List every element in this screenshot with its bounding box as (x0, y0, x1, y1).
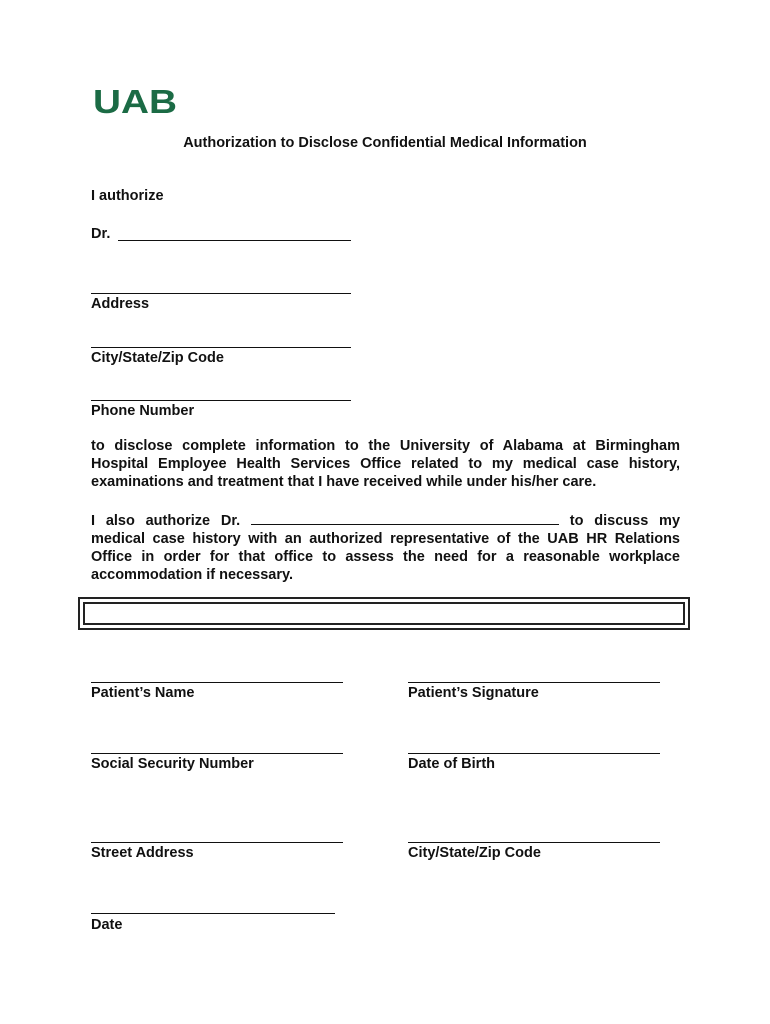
also-authorize-suffix: to discuss my medical case history with an authorized representative of the UAB HR Relations Office in order for that office to assess the need for a reasonable workplace accommodation if necessary. (91, 513, 681, 583)
street-address-label: Street Address (91, 845, 194, 861)
city-line[interactable] (91, 347, 351, 348)
ssn-line[interactable] (91, 753, 343, 754)
patient-signature-label: Patient’s Signature (408, 685, 539, 701)
double-border-box-inner (83, 602, 685, 625)
disclose-paragraph: to disclose complete information to the University of Alabama at Birmingham Hospital Employee Health Services Office related to my medical case history, examinations and treatment that I have received while under his/her care. (91, 438, 680, 490)
city-state-zip-line[interactable] (408, 842, 660, 843)
second-dr-line[interactable] (251, 510, 559, 525)
patient-name-line[interactable] (91, 682, 343, 683)
address-line[interactable] (91, 293, 351, 294)
form-title: Authorization to Disclose Confidential Medical Information (183, 135, 587, 151)
phone-line[interactable] (91, 400, 351, 401)
date-line[interactable] (91, 913, 335, 914)
uab-logo-text: UAB (93, 86, 177, 116)
authorize-label: I authorize (91, 188, 164, 204)
uab-logo (93, 86, 177, 116)
patient-signature-line[interactable] (408, 682, 660, 683)
city-label: City/State/Zip Code (91, 350, 224, 366)
dr-label: Dr. (91, 226, 111, 242)
also-authorize-paragraph (91, 510, 680, 584)
ssn-label: Social Security Number (91, 756, 254, 772)
dob-label: Date of Birth (408, 756, 495, 772)
street-address-line[interactable] (91, 842, 343, 843)
patient-name-label: Patient’s Name (91, 685, 195, 701)
address-label: Address (91, 296, 150, 312)
dob-line[interactable] (408, 753, 660, 754)
double-border-box (78, 597, 690, 630)
also-authorize-prefix: I also authorize Dr. (91, 513, 241, 529)
dr-name-line[interactable] (118, 240, 351, 241)
date-label: Date (91, 917, 123, 933)
phone-label: Phone Number (91, 403, 195, 419)
city-state-zip-label: City/State/Zip Code (408, 845, 541, 861)
